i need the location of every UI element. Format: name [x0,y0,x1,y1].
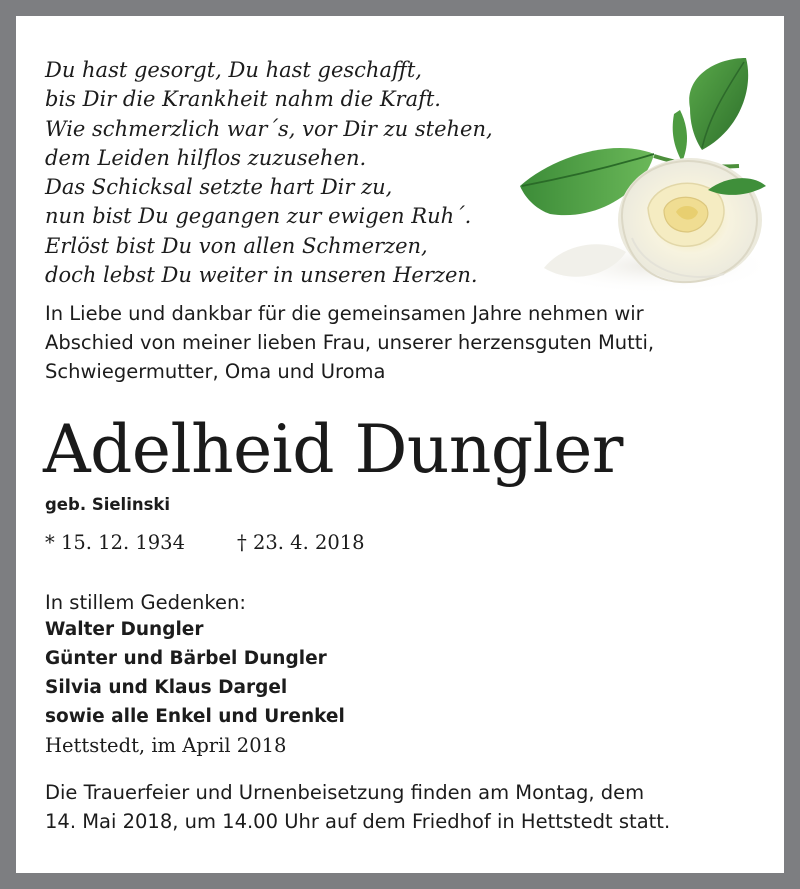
birth-date: * 15. 12. 1934 [45,531,185,554]
funeral-line: 14. Mai 2018, um 14.00 Uhr auf dem Friedhof in Hettstedt statt. [45,810,671,833]
maiden-name: geb. Sielinski [45,495,171,514]
place-date: Hettstedt, im April 2018 [45,734,287,757]
intro-text [45,299,745,386]
mourners-list [45,615,345,731]
deceased-name: Adelheid Dungler [43,411,623,488]
mourner: Silvia und Klaus Dargel [45,677,288,698]
memory-heading: In stillem Gedenken: [45,591,246,614]
funeral-info [45,778,670,836]
poem-line: dem Leiden hilflos zuzusehen. [45,145,367,170]
death-date: † 23. 4. 2018 [237,531,365,554]
poem-line: Erlöst bist Du von allen Schmerzen, [45,233,428,258]
poem-line: Das Schicksal setzte hart Dir zu, [45,175,393,200]
funeral-line: Die Trauerfeier und Urnenbeisetzung finden am Montag, dem [45,781,645,804]
intro-line: Abschied von meiner lieben Frau, unserer herzensguten Mutti, [45,331,655,354]
poem-line: Du hast gesorgt, Du hast geschafft, [45,58,422,82]
poem [45,56,493,290]
mourner: sowie alle Enkel und Urenkel [45,706,345,727]
poem-line: nun bist Du gegangen zur ewigen Ruh´. [45,204,472,229]
obituary-card [16,16,784,873]
white-rose-icon [504,38,772,300]
intro-line: Schwiegermutter, Oma und Uroma [45,360,386,383]
poem-line: doch lebst Du weiter in unseren Herzen. [45,263,478,288]
intro-line: In Liebe und dankbar für die gemeinsamen Jahre nehmen wir [45,302,644,325]
poem-line: Wie schmerzlich war´s, vor Dir zu stehen, [45,116,493,141]
mourner: Walter Dungler [45,619,204,640]
poem-line: bis Dir die Krankheit nahm die Kraft. [45,87,441,112]
mourner: Günter und Bärbel Dungler [45,648,327,669]
life-dates [45,529,365,557]
